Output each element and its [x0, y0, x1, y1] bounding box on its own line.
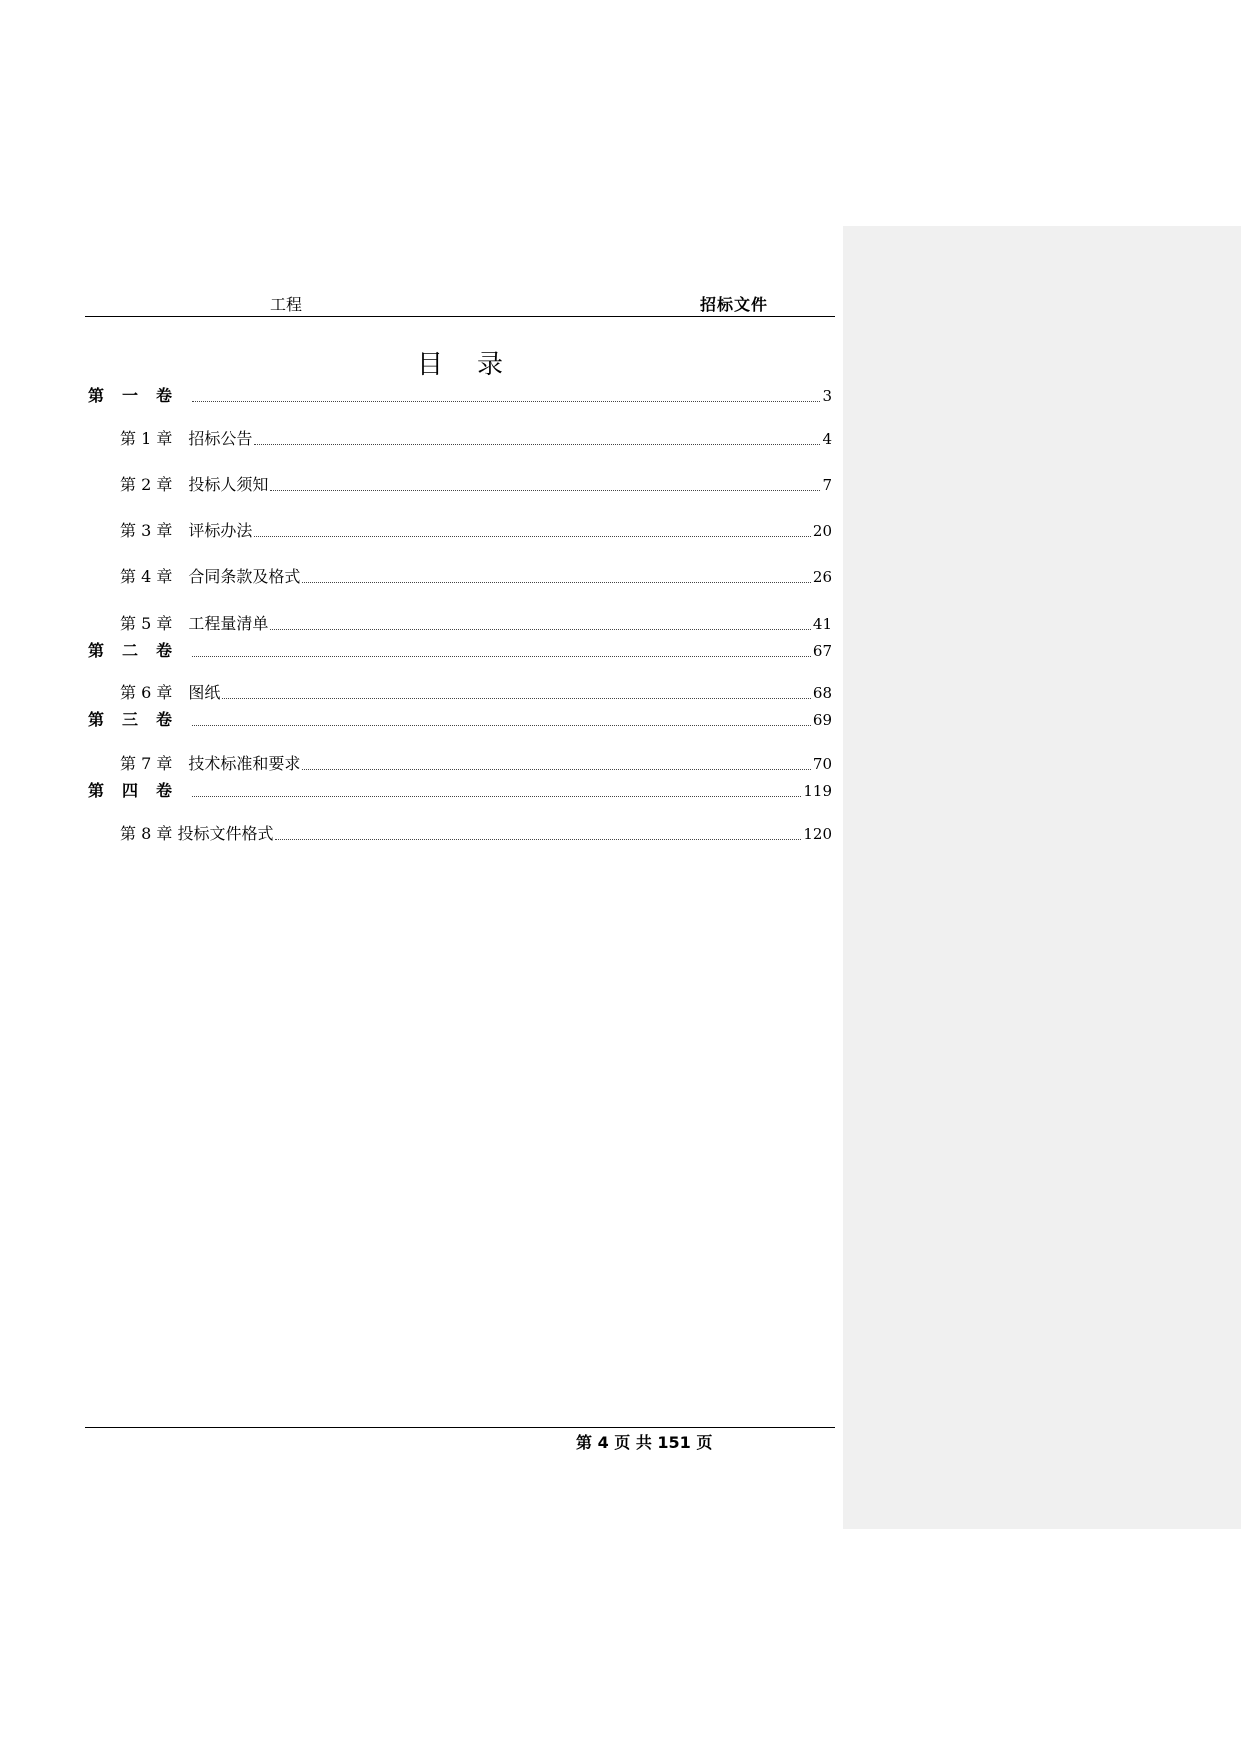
- toc-chapter-entry[interactable]: [120, 521, 832, 541]
- toc-dot-leader: [254, 444, 820, 445]
- toc-dot-leader: [275, 839, 801, 840]
- header-project-name: 工程: [270, 295, 303, 314]
- toc-page-number: 67: [812, 642, 832, 660]
- toc-entry-label: 第 5 章 工程量清单: [120, 614, 269, 633]
- toc-dot-leader: [192, 656, 811, 657]
- toc-dot-leader: [270, 629, 811, 630]
- toc-page-number: 20: [812, 522, 832, 540]
- toc-entry-label: 第一卷: [88, 386, 191, 405]
- toc-chapter-entry[interactable]: [120, 824, 832, 844]
- toc-chapter-entry[interactable]: [120, 475, 832, 495]
- toc-page-number: 69: [812, 711, 832, 729]
- toc-chapter-entry[interactable]: [120, 754, 832, 774]
- toc-entry-label: 第 7 章 技术标准和要求: [120, 754, 301, 773]
- toc-chapter-entry[interactable]: [120, 567, 832, 587]
- toc-entry-label: 第二卷: [88, 641, 191, 660]
- toc-page-number: 70: [812, 755, 832, 773]
- comment-pane: [843, 226, 1241, 1529]
- toc-chapter-entry[interactable]: [120, 614, 832, 634]
- toc-entry-label: 第 4 章 合同条款及格式: [120, 567, 301, 586]
- toc-volume-entry[interactable]: [88, 781, 832, 801]
- toc-dot-leader: [270, 490, 820, 491]
- footer-divider: [85, 1427, 835, 1428]
- toc-page-number: 68: [812, 684, 832, 702]
- toc-page-number: 26: [812, 568, 832, 586]
- toc-volume-entry[interactable]: [88, 710, 832, 730]
- header-divider: [85, 316, 835, 317]
- toc-entry-label: 第 8 章 投标文件格式: [120, 824, 274, 843]
- toc-dot-leader: [222, 698, 811, 699]
- toc-entry-label: 第四卷: [88, 781, 191, 800]
- toc-page-number: 3: [822, 387, 832, 405]
- toc-dot-leader: [254, 536, 811, 537]
- toc-entry-label: 第 2 章 投标人须知: [120, 475, 269, 494]
- toc-dot-leader: [302, 582, 811, 583]
- toc-dot-leader: [302, 769, 811, 770]
- toc-page-number: 7: [822, 476, 832, 494]
- toc-page-number: 119: [803, 782, 832, 800]
- toc-page-number: 120: [803, 825, 832, 843]
- toc-chapter-entry[interactable]: [120, 683, 832, 703]
- toc-dot-leader: [192, 796, 801, 797]
- toc-volume-entry[interactable]: [88, 641, 832, 661]
- toc-chapter-entry[interactable]: [120, 429, 832, 449]
- toc-entry-label: 第 1 章 招标公告: [120, 429, 253, 448]
- toc-title: 目录: [416, 350, 537, 380]
- toc-entry-label: 第 6 章 图纸: [120, 683, 221, 702]
- toc-dot-leader: [192, 725, 811, 726]
- toc-page-number: 41: [812, 615, 832, 633]
- toc-entry-label: 第三卷: [88, 710, 191, 729]
- page-number: 第 4 页 共 151 页: [576, 1433, 713, 1452]
- toc-entry-label: 第 3 章 评标办法: [120, 521, 253, 540]
- header-doc-type: 招标文件: [700, 295, 769, 314]
- toc-page-number: 4: [822, 430, 832, 448]
- toc-volume-entry[interactable]: [88, 386, 832, 406]
- toc-dot-leader: [192, 401, 820, 402]
